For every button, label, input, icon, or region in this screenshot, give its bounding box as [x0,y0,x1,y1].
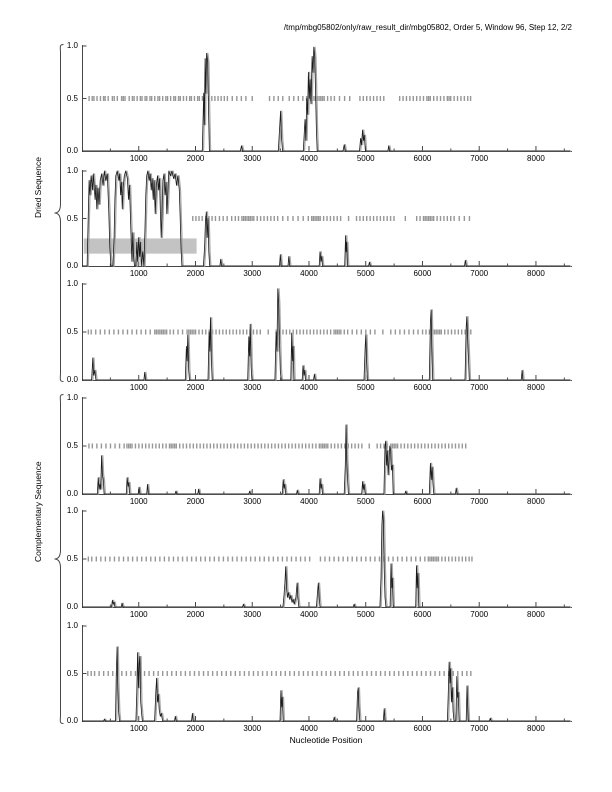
x-tick-label: 2000 [186,269,205,278]
x-tick-label: 1000 [129,724,148,733]
y-tick-label: 0.0 [66,602,78,611]
x-tick-label: 4000 [300,154,318,163]
x-tick-label: 8000 [527,383,545,392]
y-tick-label: 0.0 [66,489,78,498]
x-tick-label: 5000 [356,269,375,278]
rug-marks [88,557,473,562]
y-tick-label: 1.0 [66,279,78,288]
x-tick-label: 3000 [243,610,262,619]
x-tick-label: 1000 [129,154,148,163]
x-tick-label: 8000 [527,610,545,619]
x-tick-label: 2000 [186,497,205,506]
y-tick-label: 0.5 [66,213,78,223]
x-tick-label: 1000 [129,610,148,619]
x-axis-label: Nucleotide Position [289,735,363,745]
series-line-gray [83,425,571,494]
x-tick-label: 7000 [470,269,489,278]
x-tick-label: 2000 [186,154,205,163]
x-tick-label: 6000 [413,383,432,392]
x-tick-label: 6000 [413,497,432,506]
panel-4-plot [82,397,578,495]
y-tick-label: 0.5 [66,554,78,563]
x-tick-label: 3000 [243,383,262,392]
panel-5-plot [82,510,578,608]
series-line-gray [83,511,571,607]
x-tick-label: 8000 [527,269,545,278]
y-tick-label: 0.0 [66,146,78,155]
y-tick-label: 0.0 [66,716,78,725]
panel-2-plot [82,170,578,267]
group-label-complementary-sequence: Complementary Sequence [33,461,43,562]
x-tick-label: 2000 [186,724,205,733]
x-tick-label: 6000 [413,269,432,278]
y-tick-label: 1.0 [66,393,78,402]
group-label-dried-sequence: Dried Sequence [33,157,43,218]
y-tick-label: 1.0 [66,506,78,515]
chart-title: /tmp/mbg05802/only/raw_result_dir/mbg05802, Order 5, Window 96, Step 12, 2/2 [283,23,572,32]
x-tick-label: 8000 [527,724,545,733]
x-tick-label: 8000 [527,497,545,506]
x-tick-label: 8000 [527,154,545,163]
x-tick-label: 3000 [243,724,262,733]
rug-marks [88,444,466,449]
x-tick-label: 1000 [129,497,148,506]
x-tick-label: 1000 [129,383,148,392]
x-tick-label: 7000 [470,497,489,506]
y-tick-label: 0.5 [66,93,78,103]
x-tick-label: 3000 [243,497,262,506]
x-tick-label: 3000 [243,269,262,278]
x-tick-label: 6000 [413,724,432,733]
x-tick-label: 6000 [413,154,432,163]
x-tick-label: 2000 [186,383,205,392]
y-tick-label: 0.5 [66,668,78,678]
x-tick-label: 7000 [470,724,489,733]
x-tick-label: 7000 [470,610,489,619]
y-tick-label: 1.0 [66,621,78,630]
series-line-black [82,647,570,721]
rug-marks [88,96,471,101]
y-tick-label: 0.0 [66,261,78,270]
x-tick-label: 5000 [356,610,375,619]
y-tick-label: 0.5 [66,327,78,336]
x-tick-label: 7000 [470,154,489,163]
x-tick-label: 5000 [356,154,375,163]
x-tick-label: 7000 [470,383,489,392]
panel-6-plot [82,625,578,722]
x-tick-label: 3000 [243,154,262,163]
x-tick-label: 2000 [186,610,205,619]
x-tick-label: 4000 [300,497,318,506]
x-tick-label: 5000 [356,724,375,733]
x-tick-label: 1000 [129,269,148,278]
x-tick-label: 6000 [413,610,432,619]
x-tick-label: 4000 [300,610,318,619]
x-tick-label: 4000 [300,383,318,392]
x-tick-label: 4000 [300,724,318,733]
rug-marks [87,671,471,676]
x-tick-label: 5000 [356,383,375,392]
x-tick-label: 4000 [300,269,318,278]
panel-1-plot [82,45,578,152]
y-tick-label: 1.0 [66,41,78,50]
y-tick-label: 1.0 [66,166,78,175]
y-tick-label: 0.0 [66,375,78,384]
x-tick-label: 5000 [356,497,375,506]
panel-3-plot [82,283,578,381]
rug-marks [192,216,470,221]
series-line-black [82,425,570,494]
y-tick-label: 0.5 [66,441,78,450]
